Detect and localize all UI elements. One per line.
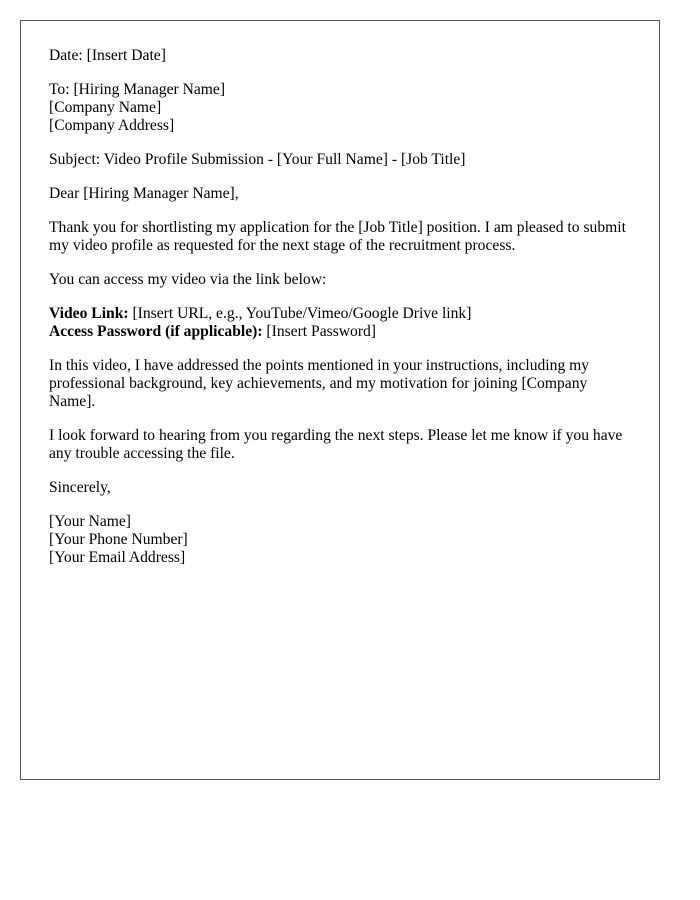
access-intro (49, 271, 631, 289)
salutation-text: Dear [Hiring Manager Name], (49, 185, 239, 202)
recipient-company-address: [Company Address] (49, 117, 175, 134)
sign-off (49, 479, 631, 497)
closing-paragraph (49, 427, 631, 463)
signature-block (49, 513, 631, 567)
salutation (49, 185, 631, 203)
sign-off-text: Sincerely, (49, 479, 111, 496)
recipient-block (49, 81, 631, 135)
signature-phone: [Your Phone Number] (49, 531, 188, 548)
access-details (49, 305, 631, 341)
access-password-label: Access Password (if applicable): (49, 323, 263, 340)
signature-name: [Your Name] (49, 513, 132, 530)
date-line (49, 47, 631, 65)
subject-text: Subject: Video Profile Submission - [Your Full Name] - [Job Title] (49, 151, 466, 168)
access-intro-text: You can access my video via the link below: (49, 271, 327, 288)
letter-page (20, 20, 660, 780)
video-content-paragraph (49, 357, 631, 411)
intro-paragraph-text: Thank you for shortlisting my application for the [Job Title] position. I am pleased to submit my video profile as requested for the next stage of the recruitment process. (49, 219, 626, 254)
date-text: Date: [Insert Date] (49, 47, 166, 64)
video-link-label: Video Link: (49, 305, 129, 322)
access-password-row (49, 323, 631, 341)
video-content-paragraph-text: In this video, I have addressed the points mentioned in your instructions, including my professional background, key achievements, and my motivation for joining [Company Name]. (49, 357, 590, 410)
signature-email: [Your Email Address] (49, 549, 186, 566)
closing-paragraph-text: I look forward to hearing from you regarding the next steps. Please let me know if you have any trouble accessing the file. (49, 427, 623, 462)
recipient-company-name: [Company Name] (49, 99, 162, 116)
video-link-row (49, 305, 631, 323)
subject-line (49, 151, 631, 169)
video-link-value: [Insert URL, e.g., YouTube/Vimeo/Google Drive link] (128, 305, 472, 322)
recipient-to: To: [Hiring Manager Name] (49, 81, 226, 98)
intro-paragraph (49, 219, 631, 255)
access-password-value: [Insert Password] (262, 323, 376, 340)
